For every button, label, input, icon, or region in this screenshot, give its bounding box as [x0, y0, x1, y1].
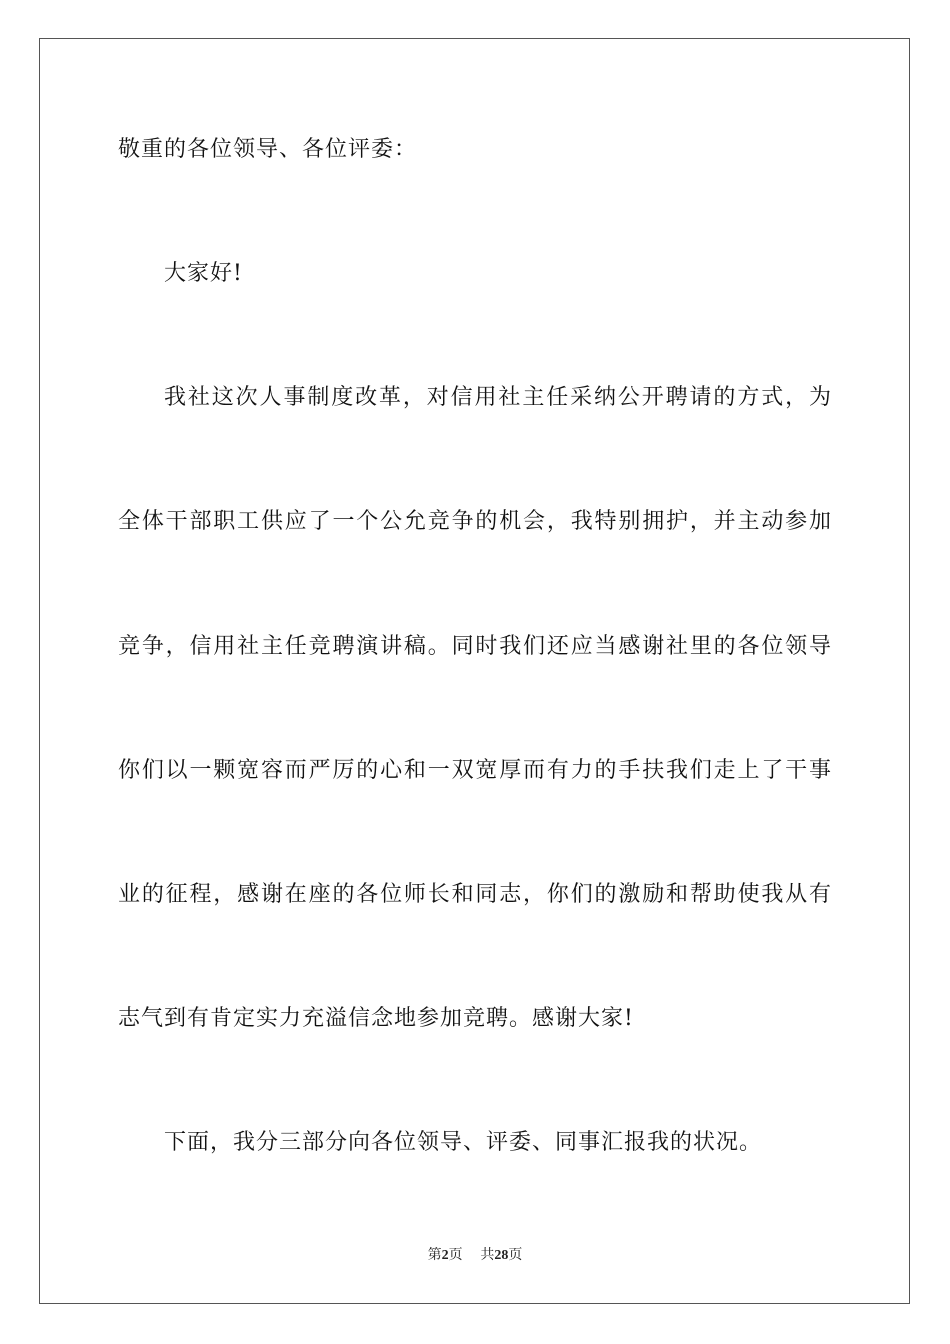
page-suffix: 页	[448, 1247, 463, 1263]
page-footer	[0, 1245, 950, 1266]
page-border	[39, 38, 910, 1304]
body-line-4: 你们以一颗宽容而严厉的心和一双宽厚而有力的手扶我们走上了干事	[118, 758, 832, 783]
body-line-5: 业的征程，感谢在座的各位师长和同志，你们的激励和帮助使我从有	[118, 882, 832, 907]
page-total: 28	[494, 1248, 509, 1263]
total-prefix: 共	[480, 1247, 495, 1263]
body-line-6: 志气到有肯定实力充溢信念地参加竞聘。感谢大家!	[118, 1006, 634, 1031]
total-suffix: 页	[508, 1247, 523, 1263]
body-line-1: 我社这次人事制度改革，对信用社主任采纳公开聘请的方式，为	[164, 385, 832, 410]
body-line-3: 竞争，信用社主任竞聘演讲稿。同时我们还应当感谢社里的各位领导	[118, 634, 832, 659]
closing-line: 下面，我分三部分向各位领导、评委、同事汇报我的状况。	[164, 1130, 763, 1155]
greeting-line: 大家好!	[164, 261, 243, 286]
salutation-line: 敬重的各位领导、各位评委：	[118, 137, 418, 162]
page-current: 2	[441, 1248, 449, 1263]
page-prefix: 第	[427, 1247, 442, 1263]
body-line-2: 全体干部职工供应了一个公允竞争的机会，我特别拥护，并主动参加	[118, 509, 832, 534]
